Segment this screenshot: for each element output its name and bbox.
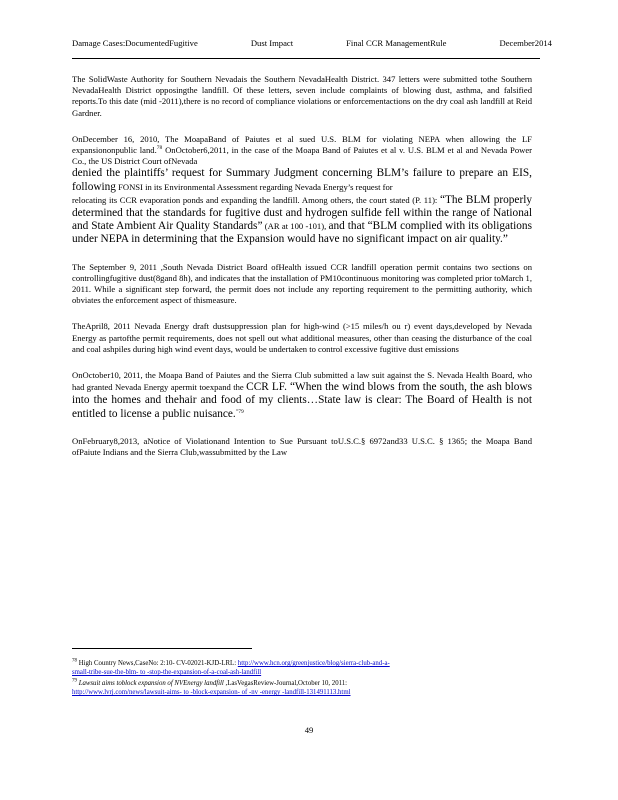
footnote-rule	[72, 648, 252, 649]
paragraph-3: The September 9, 2011 ,South Nevada District Board ofHealth issued CCR landfill operation permit contains two sections on controllingfugitive dust(8gand 8h), and indicates that the installation of PM10continuous monitoring was completed prior toMarch 1, 2011. While a significant step forward, the permit does not include any reporting requirement to the permitting authority, which obviates the enforcement aspect of thismeasure.	[72, 261, 532, 306]
footnote-78-link-a[interactable]: http://www.hcn.org/greenjustice/blog/sierra-club-and-a-	[237, 660, 390, 667]
page-number: 49	[304, 725, 314, 735]
footnote-79-text: ,LasVegasReview-Journal,October 10, 2011:	[223, 680, 348, 687]
p5-quote: CCR LF. “When the wind blows from the south, the ash blows into the homes and thehair and food of my clients…State law is clear: The Board of Health is not entitled to license a public nuisance.	[72, 381, 533, 420]
footnote-79-mark: 79	[72, 678, 77, 684]
header-right: December2014	[499, 38, 552, 48]
footnote-78-text: High Country News,CaseNo: 2:10- CV-02021-KJD-LRL:	[77, 660, 238, 667]
body-text	[72, 74, 532, 473]
paragraph-6: OnFebruary8,2013, aNotice of Violationand Intention to Sue Pursuant toU.S.C.§ 6972and33 U.S.C. § 1365; the Moapa Band ofPaiute Indians and the Sierra Club,wassubmitted by the Law	[72, 435, 532, 458]
p2-text-d: FONSI in its Environmental Assessment regarding Nevada Energy’s request for	[115, 181, 393, 192]
p2-text-a: OnDecember 16, 2010, The MoapaBand of Paiutes et al sued U.S. BLM for violating NEPA when allowing the LF expansiononpublic land.	[72, 133, 532, 156]
paragraph-4: TheApril8, 2011 Nevada Energy draft dustsuppression plan for high-wind (>15 miles/h ou r) event days,developed by Nevada Energy as partofthe permit requirements, does not spell out what additional measures, other than ceasing the disturbance of the coal and coal ashpiles during high wind event days, would be undertaken to control excessive fugitive dust emissions	[72, 321, 532, 354]
footnote-ref-79[interactable]: ”79	[235, 408, 244, 415]
header-rule	[72, 58, 540, 59]
p2-quote-1: “The BLM properly determined that the standards for fugitive dust and hydrogen sulfide fell within the range of National and State Ambient Air Quality Standards”	[72, 193, 532, 233]
footnote-78	[72, 659, 534, 677]
p2-quote-2: and that “BLM complied with its obligations under NEPA in determining that the Expansion would have no significant impact on air quality.”	[72, 220, 532, 246]
paragraph-5	[72, 370, 532, 421]
footnote-79-title: Lawsuit aims toblock expansion of NVEnergy landfill	[77, 680, 224, 687]
header-middle: Dust Impact	[250, 38, 294, 48]
paragraph-1: The SolidWaste Authority for Southern Nevadais the Southern NevadaHealth District. 347 letters were submitted tothe Southern NevadaHealth District opposingthe landfill. Of these letters, seven include complaints of blowing dust, asthma, and falsified reports.To this date (mid -2011),there is no record of compliance violations or enforcementactions on the dry coal ash landfill at Reid Gardner.	[72, 74, 532, 118]
running-header	[72, 38, 552, 49]
footnote-78-mark: 78	[72, 658, 77, 664]
footnotes	[72, 659, 534, 699]
p2-text-g: (AR at 100 -101),	[262, 221, 327, 232]
footnote-ref-78[interactable]: 78	[156, 145, 163, 152]
p2-text-e: relocating its CCR evaporation ponds and expanding the landfill. Among others, the court stated (P. 11):	[72, 194, 438, 205]
header-center-right: Final CCR ManagementRule	[346, 38, 447, 48]
footnote-78-link-c[interactable]: to -stop-the-expansion-of-a-coal-ash-landfill	[138, 669, 262, 676]
footnote-79-link[interactable]: http://www.lvrj.com/news/lawsuit-aims- to -block-expansion- of -nv -energy -landfill-131491113.html	[72, 689, 351, 696]
header-left: Damage Cases:DocumentedFugitive	[72, 38, 198, 48]
paragraph-2	[72, 134, 532, 247]
p5-text-a: OnOctober10, 2011, the Moapa Band of Paiutes and the Sierra Club submitted a law suit against the S. Nevada Health Board, who had granted Nevada Energy apermit toexpand the	[72, 370, 532, 393]
p2-text-c: denied the plaintiffs’ request for Summary Judgment concerning BLM’s failure to prepare an EIS, following	[72, 167, 532, 193]
footnote-78-link-b[interactable]: small-tribe-sue-the-blm-	[72, 669, 139, 676]
footnote-79	[72, 679, 534, 697]
p2-text-b: OnOctober6,2011, in the case of the Moapa Band of Paiutes et al v. U.S. BLM et al and Nevada Power Co., the US District Court ofNevada	[72, 145, 533, 167]
